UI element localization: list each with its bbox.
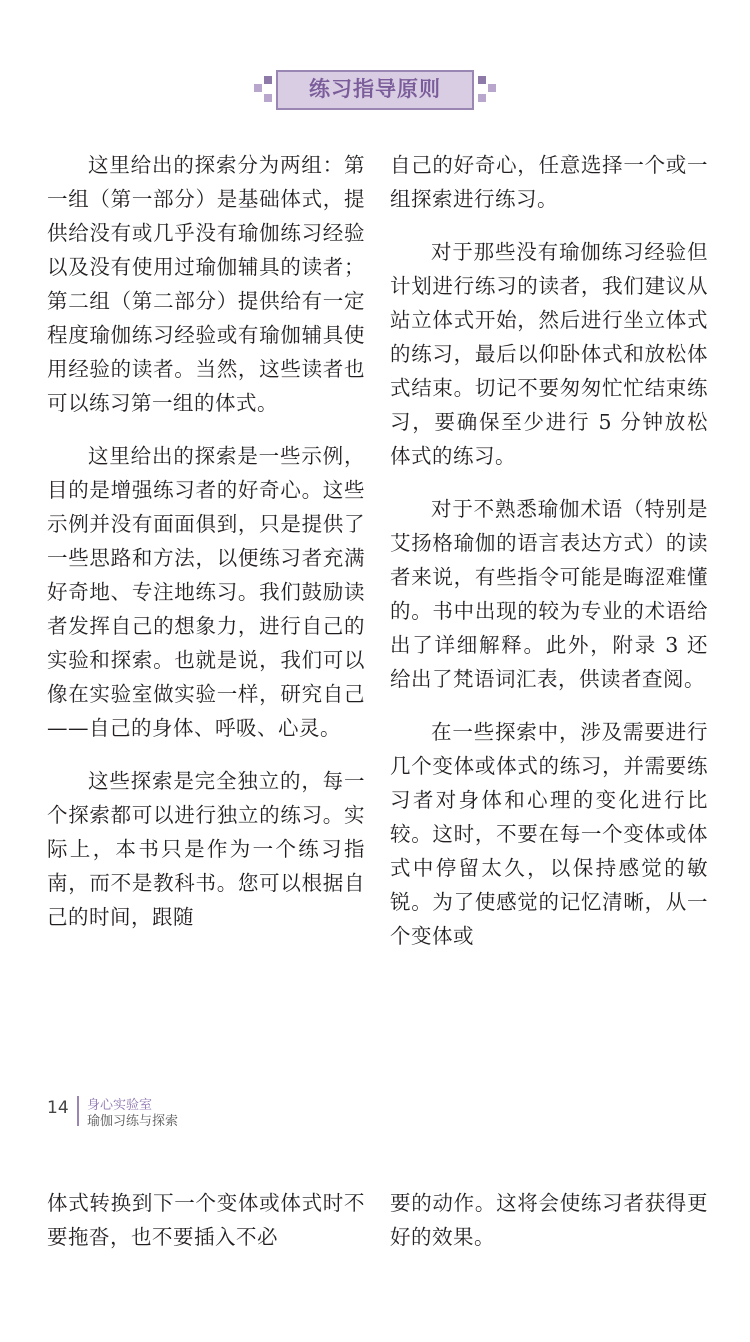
- footer-divider: [77, 1096, 79, 1126]
- paragraph: 这些探索是完全独立的，每一个探索都可以进行独立的练习。实际上，本书只是作为一个练习指南，而不是教科书。您可以根据自己的时间，跟随: [47, 769, 365, 929]
- left-column: [47, 148, 365, 953]
- book-title: 身心实验室: [87, 1098, 153, 1113]
- section-title: 练习指导原则: [309, 77, 441, 101]
- banner-decoration: [264, 94, 272, 102]
- banner-decoration: [264, 76, 272, 84]
- next-page-left-column: [47, 1186, 365, 1273]
- page-number: 14: [47, 1098, 69, 1118]
- paragraph: 这里给出的探索分为两组：第一组（第一部分）是基础体式，提供给没有或几乎没有瑜伽练习经验以及没有使用过瑜伽辅具的读者；第二组（第二部分）提供给有一定程度瑜伽练习经验或有瑜伽辅具使用经验的读者。当然，这些读者也可以练习第一组的体式。: [47, 153, 365, 415]
- paragraph: 对于那些没有瑜伽练习经验但计划进行练习的读者，我们建议从站立体式开始，然后进行坐立体式的练习，最后以仰卧体式和放松体式结束。切记不要匆匆忙忙结束练习，要确保至少进行 5 分钟放松体式的练习。: [390, 240, 708, 468]
- paragraph: 在一些探索中，涉及需要进行几个变体或体式的练习，并需要练习者对身体和心理的变化进行比较。这时，不要在每一个变体或体式中停留太久，以保持感觉的敏锐。为了使感觉的记忆清晰，从一个变体或: [390, 720, 708, 948]
- paragraph: 这里给出的探索是一些示例，目的是增强练习者的好奇心。这些示例并没有面面俱到，只是提供了一些思路和方法，以便练习者充满好奇地、专注地练习。我们鼓励读者发挥自己的想象力，进行自己的实验和探索。也就是说，我们可以像在实验室做实验一样，研究自己——自己的身体、呼吸、心灵。: [47, 444, 365, 740]
- paragraph-continuation: 要的动作。这将会使练习者获得更好的效果。: [390, 1191, 708, 1249]
- book-subtitle: 瑜伽习练与探索: [87, 1114, 179, 1129]
- paragraph-continuation: 体式转换到下一个变体或体式时不要拖沓，也不要插入不必: [47, 1191, 365, 1249]
- next-page-right-column: [390, 1186, 708, 1273]
- right-column: [390, 148, 708, 972]
- banner-decoration: [478, 76, 486, 84]
- section-title-banner: [250, 70, 500, 110]
- paragraph-continuation: 自己的好奇心，任意选择一个或一组探索进行练习。: [390, 153, 708, 211]
- banner-decoration: [478, 94, 486, 102]
- banner-decoration: [488, 84, 496, 92]
- paragraph: 对于不熟悉瑜伽术语（特别是艾扬格瑜伽的语言表达方式）的读者来说，有些指令可能是晦涩难懂的。书中出现的较为专业的术语给出了详细解释。此外，附录 3 还给出了梵语词汇表，供读者查阅。: [390, 497, 708, 691]
- banner-decoration: [254, 84, 262, 92]
